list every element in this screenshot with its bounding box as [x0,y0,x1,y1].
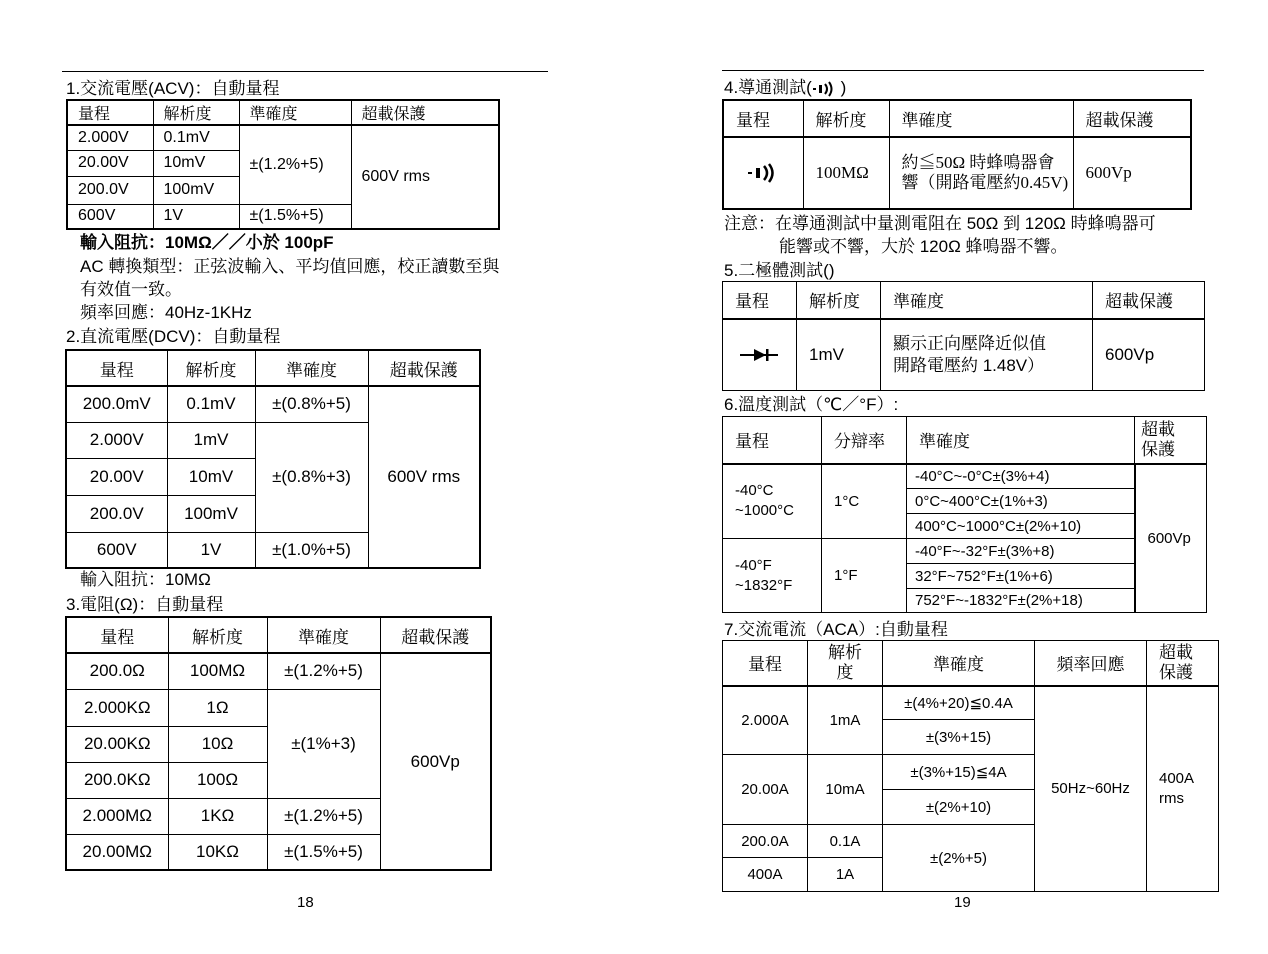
acv-note-conversion: AC 轉換類型：正弦波輸入、平均值回應，校正讀數至與 [80,257,500,276]
header-accuracy: 準確度 [883,641,1035,686]
accuracy-cell: ±(3%+15)≦4A [883,755,1035,790]
header-range: 量程 [66,617,168,653]
resolution-cell: 10mV [153,150,239,176]
aca-table [722,640,1219,892]
acv-table [66,99,500,230]
header-range: 量程 [67,100,153,125]
header-resolution: 解析度 [153,100,239,125]
range-cell: 200.0A [723,825,808,858]
accuracy-cell: 0°C~400°C±(1%+3) [907,489,1135,514]
header-range: 量程 [723,282,797,319]
accuracy-line: 開路電壓約 1.48V） [893,355,1045,375]
resolution-cell: 100Ω [168,762,267,798]
diode-table [722,281,1205,391]
header-range: 量程 [723,100,803,137]
accuracy-cell [881,319,1093,391]
header-protection: 超載保護 [351,100,499,125]
accuracy-cell: 400°C~1000°C±(2%+10) [907,514,1135,539]
dcv-note-impedance: 輸入阻抗：10MΩ [80,570,211,589]
accuracy-cell: ±(1.0%+5) [255,532,368,568]
range-cell: 2.000A [723,686,808,755]
header-protection: 超載保護 [380,617,491,653]
header-resolution: 解析度 [803,100,889,137]
protection-cell: 600Vp [1093,319,1205,391]
header-resolution: 解析度 [797,282,881,319]
accuracy-cell: 752°F~-1832°F±(2%+18) [907,589,1135,613]
accuracy-line: 顯示正向壓降近似值 [893,333,1046,353]
range-cell: 200.0KΩ [66,762,168,798]
resolution-cell: 1mA [808,686,883,755]
range-cell: 400A [723,858,808,892]
range-cell: 2.000V [66,422,167,458]
header-accuracy: 準確度 [907,417,1135,464]
accuracy-cell: ±(1.5%+5) [239,204,351,229]
resolution-cell: 1mV [167,422,255,458]
header-range: 量程 [723,641,808,686]
resolution-cell: 0.1mV [153,125,239,150]
resolution-cell: 1V [153,204,239,229]
range-cell: 200.0mV [66,386,167,422]
accuracy-cell: ±(3%+15) [883,720,1035,755]
dcv-heading: 2.直流電壓(DCV)：自動量程 [66,327,281,346]
range-cell: 2.000V [67,125,153,150]
accuracy-cell: ±(2%+10) [883,790,1035,825]
header-resolution: 分辯率 [822,417,907,464]
header-protection: 超載保護 [368,350,480,386]
resolution-cell: 10Ω [168,726,267,762]
continuity-heading-end: ) [835,78,847,97]
dcv-table [65,349,481,569]
accuracy-cell: ±(1.2%+5) [239,125,351,204]
buzzer-icon [723,137,803,209]
accuracy-cell: ±(1.2%+5) [267,798,380,834]
diode-heading: 5.二極體測試() [724,261,835,280]
accuracy-cell: ±(0.8%+5) [255,386,368,422]
resolution-cell: 0.1A [808,825,883,858]
accuracy-cell: 32°F~752°F±(1%+6) [907,564,1135,589]
temp-heading: 6.溫度測試（℃／°F）: [724,395,899,414]
accuracy-cell: ±(1.2%+5) [267,653,380,689]
range-cell: 200.0Ω [66,653,168,689]
range-cell: 20.00MΩ [66,834,168,870]
header-resolution: 解析度 [168,617,267,653]
resolution-cell: 100MΩ [168,653,267,689]
top-rule-left [62,71,548,72]
header-accuracy: 準確度 [881,282,1093,319]
header-frequency: 頻率回應 [1035,641,1147,686]
header-accuracy: 準確度 [255,350,368,386]
range-cell: 20.00V [66,458,167,495]
resolution-cell: 10mV [167,458,255,495]
accuracy-cell: ±(0.8%+3) [255,422,368,532]
impedance-value: 10MΩ／／小於 100pF [165,233,334,252]
page-number-left: 18 [297,894,314,911]
temp-table [722,416,1207,613]
resolution-cell: 1mV [797,319,881,391]
acv-note-frequency: 頻率回應：40Hz-1KHz [80,303,252,322]
header-protection: 超載保護 [1147,641,1219,686]
header-accuracy: 準確度 [267,617,380,653]
res-table [65,616,492,871]
acv-note-conversion-cont: 有效值一致。 [80,280,182,299]
range-cell: 600V [67,204,153,229]
resolution-cell: 10KΩ [168,834,267,870]
protection-cell: 600Vp [380,653,491,870]
protection-cell: 600Vp [1073,137,1191,209]
aca-heading: 7.交流電流（ACA）:自動量程 [724,620,948,639]
accuracy-cell: -40°F~-32°F±(3%+8) [907,539,1135,564]
range-cell: -40°F ~1832°F [723,539,822,613]
header-range: 量程 [66,350,167,386]
impedance-label: 輸入阻抗： [80,233,165,252]
resolution-cell: 1Ω [168,689,267,726]
resolution-cell: 1V [167,532,255,568]
acv-heading: 1.交流電壓(ACV)：自動量程 [66,79,280,98]
resolution-cell: 1°F [822,539,907,613]
top-rule-right [722,70,1204,71]
accuracy-cell: ±(1%+3) [267,689,380,798]
protection-cell: 600V rms [351,125,499,229]
continuity-note-cont: 能響或不響，大於 120Ω 蜂鳴器不響。 [779,237,1068,256]
accuracy-cell: ±(2%+5) [883,825,1035,892]
range-cell: 20.00A [723,755,808,825]
header-protection: 超載保護 [1135,417,1207,464]
header-protection: 超載保護 [1073,100,1191,137]
buzzer-icon [812,78,836,97]
accuracy-cell: 約≦50Ω 時蜂鳴器會響（開路電壓約0.45V) [889,137,1073,209]
continuity-heading [724,78,846,98]
range-cell: 200.0V [66,495,167,532]
accuracy-cell: ±(1.5%+5) [267,834,380,870]
resolution-cell: 100MΩ [803,137,889,209]
resolution-cell: 1°C [822,464,907,539]
resolution-cell: 100mV [153,176,239,204]
header-range: 量程 [723,417,822,464]
resolution-cell: 1A [808,858,883,892]
continuity-heading-text: 4.導通測試( [724,78,812,97]
resolution-cell: 100mV [167,495,255,532]
range-cell: 200.0V [67,176,153,204]
header-accuracy: 準確度 [889,100,1073,137]
range-cell: 20.00V [67,150,153,176]
header-resolution: 解析度 [808,641,883,686]
resolution-cell: 0.1mV [167,386,255,422]
page-number-right: 19 [954,894,971,911]
res-heading: 3.電阻(Ω)：自動量程 [66,595,224,614]
protection-cell: 600Vp [1135,464,1207,613]
acv-note-impedance [80,233,334,253]
range-cell: 2.000KΩ [66,689,168,726]
resolution-cell: 10mA [808,755,883,825]
continuity-note: 注意：在導通測試中量測電阻在 50Ω 到 120Ω 時蜂鳴器可 [724,214,1156,233]
continuity-table [722,99,1192,210]
diode-icon [723,319,797,391]
header-resolution: 解析度 [167,350,255,386]
accuracy-cell: ±(4%+20)≦0.4A [883,686,1035,720]
frequency-cell: 50Hz~60Hz [1035,686,1147,892]
header-accuracy: 準確度 [239,100,351,125]
range-cell: 2.000MΩ [66,798,168,834]
range-cell: 20.00KΩ [66,726,168,762]
header-protection: 超載保護 [1093,282,1205,319]
protection-cell: 400A rms [1147,686,1219,892]
range-cell: -40°C ~1000°C [723,464,822,539]
range-cell: 600V [66,532,167,568]
accuracy-cell: -40°C~-0°C±(3%+4) [907,464,1135,489]
resolution-cell: 1KΩ [168,798,267,834]
protection-cell: 600V rms [368,386,480,568]
